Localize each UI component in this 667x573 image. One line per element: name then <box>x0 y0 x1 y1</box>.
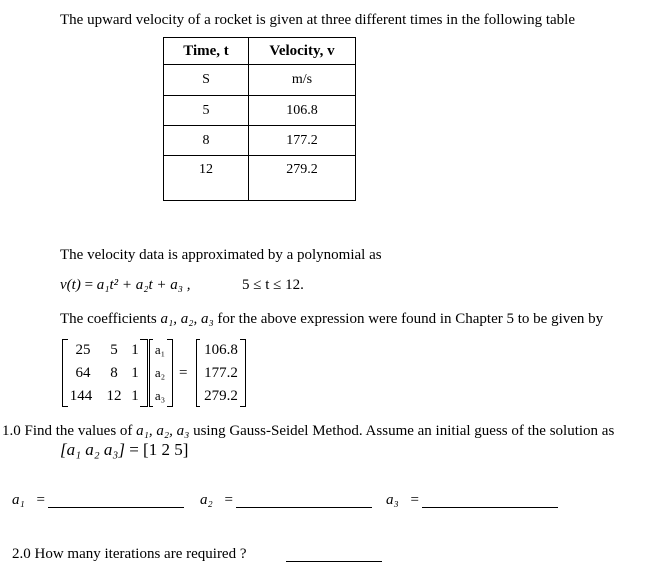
answer-a1-field[interactable] <box>48 493 184 508</box>
answer-a3-eq: = <box>410 492 419 508</box>
time-cell: 8 <box>164 126 249 156</box>
table-row <box>164 156 356 201</box>
header-velocity: Velocity, v <box>249 38 356 65</box>
answer-a1-eq: = <box>36 492 45 508</box>
header-time: Time, t <box>164 38 249 65</box>
equation-rhs: a₁t² + a₂t + a₃ , <box>96 277 191 293</box>
answer-a1-label: a₁ <box>12 492 25 508</box>
vector-x-cell: a₂ <box>154 365 166 380</box>
table-units-row <box>164 65 356 96</box>
coeff-prefix: The coefficients <box>60 311 157 327</box>
matrix-a-cell: 8 <box>110 365 118 381</box>
matrix-a-cell: 5 <box>110 342 118 358</box>
velocity-cell: 279.2 <box>249 156 356 201</box>
matrix-a-cell: 64 <box>75 365 91 381</box>
answer-a3-field[interactable] <box>422 493 558 508</box>
matrix-a-cell: 12 <box>106 388 122 404</box>
table-row <box>164 126 356 156</box>
vector-b-cell: 106.8 <box>204 342 238 358</box>
matrix-a-cell: 1 <box>131 342 139 358</box>
table-row <box>164 96 356 126</box>
coeff-suffix: for the above expression were found in Chapter 5 to be given by <box>217 311 604 327</box>
velocity-cell: 177.2 <box>249 126 356 156</box>
question-1-prefix: Find the values of <box>24 423 133 439</box>
answer-a1 <box>12 491 45 509</box>
matrix-a-cell: 1 <box>131 388 139 404</box>
question-1-number: 1.0 <box>2 423 21 439</box>
answer-a2-label: a₂ <box>200 492 213 508</box>
velocity-cell: 106.8 <box>249 96 356 126</box>
vector-b-cell: 177.2 <box>204 365 238 381</box>
matrix-a-cell: 1 <box>131 365 139 381</box>
time-cell: 12 <box>164 156 249 201</box>
answer-a3 <box>386 491 419 509</box>
vector-b-cell: 279.2 <box>204 388 238 404</box>
initial-guess-lhs: [a₁ a₂ a₃] <box>60 440 125 459</box>
question-1-suffix: using Gauss-Seidel Method. Assume an initial guess of the solution as <box>193 423 615 439</box>
vector-x-cell: a₃ <box>154 388 166 403</box>
approx-text: The velocity data is approximated by a polynomial as <box>60 247 382 263</box>
coeff-names: a₁, a₂, a₃ <box>160 311 214 327</box>
vector-x-cell: a₁ <box>154 342 166 357</box>
initial-guess-rhs: = [1 2 5] <box>129 440 189 459</box>
matrix-a-cell: 144 <box>69 388 93 404</box>
answer-a2-field[interactable] <box>236 493 372 508</box>
unit-velocity: m/s <box>249 65 356 96</box>
unit-time: S <box>164 65 249 96</box>
question-1-vars: a₁, a₂, a₃ <box>136 423 190 439</box>
matrix-equals: = <box>179 365 188 381</box>
answer-a2-eq: = <box>224 492 233 508</box>
equation-range: 5 ≤ t ≤ 12. <box>242 277 304 293</box>
velocity-table <box>163 37 356 201</box>
equation: v(t) = a₁t² + a₂t + a₃ , <box>60 277 191 293</box>
matrix-a-cell: 25 <box>75 342 91 358</box>
initial-guess <box>60 441 188 459</box>
time-cell: 5 <box>164 96 249 126</box>
intro-text: The upward velocity of a rocket is given at three different times in the following table <box>60 12 575 28</box>
coeff-text <box>60 310 603 328</box>
table-header-row <box>164 38 356 65</box>
answer-a2 <box>200 491 233 509</box>
equation-lhs: v(t) <box>60 277 81 293</box>
answer-iterations-field[interactable] <box>286 547 382 562</box>
question-2: 2.0 How many iterations are required ? <box>12 546 247 562</box>
answer-a3-label: a₃ <box>386 492 399 508</box>
question-1 <box>2 422 614 440</box>
